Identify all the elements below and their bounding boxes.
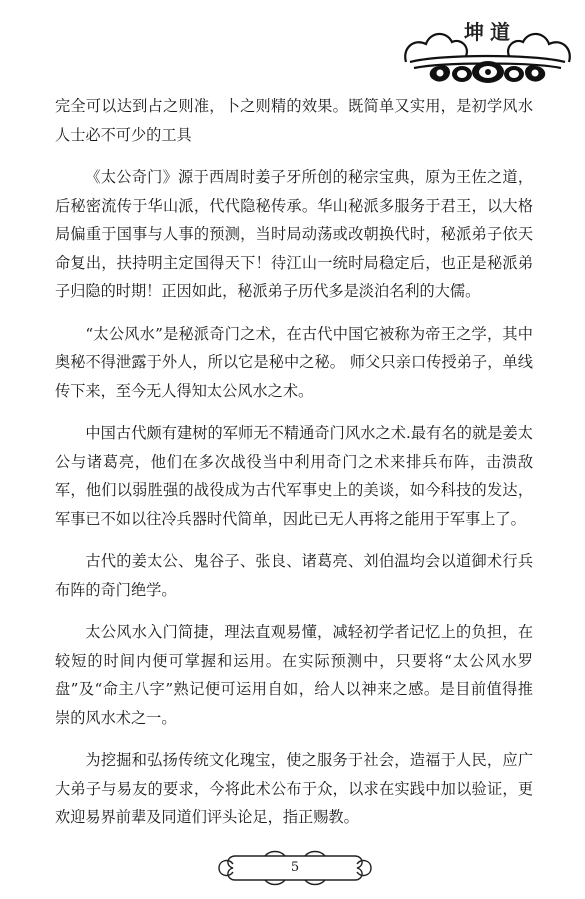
paragraph-6: 太公风水入门简捷，理法直观易懂，减轻初学者记忆上的负担，在较短的时间内便可掌握和运用。在实际预测中，只要将“太公风水罗盘”及“命主八字”熟记便可运用自如，给人以神来之感。是目前值得推崇的风水术之一。 <box>55 623 533 727</box>
page-number: 5 <box>290 860 300 875</box>
paragraph-7: 为挖掘和弘扬传统文化瑰宝，使之服务于社会，造福于人民，应广大弟子与易友的要求，今将此术公布于众，以求在实践中加以验证，更欢迎易界前辈及同道们评头论足，指正赐教。 <box>55 751 533 826</box>
paragraph-4: 中国古代颇有建树的军师无不精通奇门风水之术.最有名的就是姜太公与诸葛亮，他们在多次战役当中利用奇门之术来排兵布阵，击溃敌军，他们以弱胜强的战役成为古代军事史上的美谈，如今科技的发达，军事已不如以往冷兵器时代简单，因此已无人再将之能用于军事上了。 <box>55 424 533 528</box>
paragraph-2: 《太公奇门》源于西周时姜子牙所创的秘宗宝典，原为王佐之道，后秘密流传于华山派，代代隐秘传承。华山秘派多服务于君王，以大格局偏重于国事与人事的预测，当时局动荡或改朝换代时，秘派弟子依天命复出，扶持明主定国得天下！待江山一统时局稳定后，也正是秘派弟子归隐的时期！正因如此，秘派弟子历代多是淡泊名利的大儒。 <box>55 168 533 300</box>
header-ornament <box>400 4 575 86</box>
header-title: 坤道 <box>464 20 516 44</box>
paragraph-5: 古代的姜太公、鬼谷子、张良、诸葛亮、刘伯温均会以道御术行兵布阵的奇门绝学。 <box>55 552 533 599</box>
paragraph-1: 完全可以达到占之则准，卜之则精的效果。既简单又实用，是初学风水人士必不可少的工具 <box>55 97 533 144</box>
footer-ornament <box>215 848 375 888</box>
page-body <box>55 92 533 846</box>
paragraph-3: “太公风水”是秘派奇门之术，在古代中国它被称为帝王之学，其中奥秘不得泄露于外人，所以它是秘中之秘。 师父只亲口传授弟子，单线传下来，至今无人得知太公风水之术。 <box>55 324 533 400</box>
